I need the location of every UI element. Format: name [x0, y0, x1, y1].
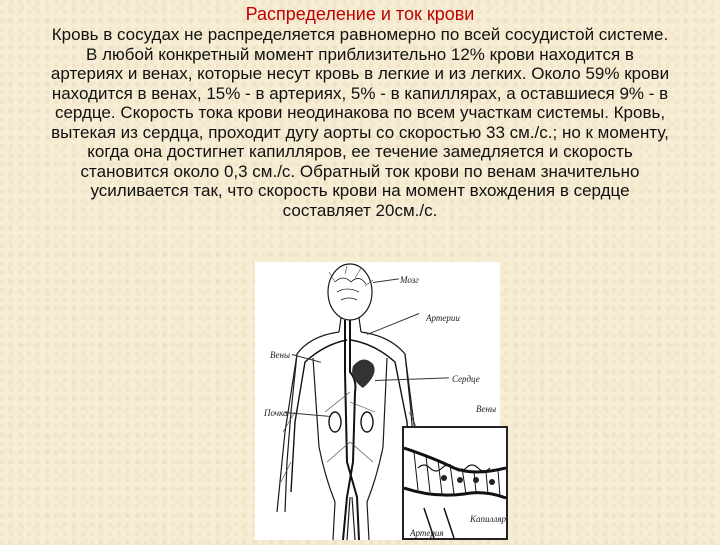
label-artery: Артерия: [410, 528, 444, 538]
brain-vessels: [335, 278, 366, 300]
label-kidney: Почка: [264, 408, 288, 418]
label-capillary: Капилляр: [470, 514, 507, 524]
left-kidney: [329, 412, 341, 432]
label-veins-left: Вены: [270, 350, 291, 360]
label-arteries: Артерии: [426, 313, 460, 323]
label-veins-right: Вены: [476, 404, 497, 414]
vena-cava: [345, 320, 359, 540]
label-heart: Сердце: [452, 374, 480, 384]
label-brain: Мозг: [400, 275, 419, 285]
body-paragraph: Кровь в сосудах не распределяется равномерно по всей сосудистой системе. В любой конкретный момент приблизительно 12% крови находится в артериях и венах, которые несут кровь в легкие и из легких. Около 59% крови находится в венах, 15% - в артериях, 5% - в капиллярах, а оставшиеся 9% - в сердце. Скорость тока крови неодинакова по всем участкам системы. Кровь, вытекая из сердца, проходит дугу аорты со скоростью 33 см./с.; но к моменту, когда она достигнет капилляров, ее течение замедляется и скорость становится около 0,3 см./с. Обратный ток крови по венам значительно усиливается так, что скорость крови на момент вхождения в сердце составляет 20см./с.: [50, 25, 670, 220]
right-kidney: [361, 412, 373, 432]
slide-title: Распределение и ток крови: [245, 4, 475, 24]
head-outline: [328, 264, 372, 320]
legs-outline: [333, 497, 369, 540]
